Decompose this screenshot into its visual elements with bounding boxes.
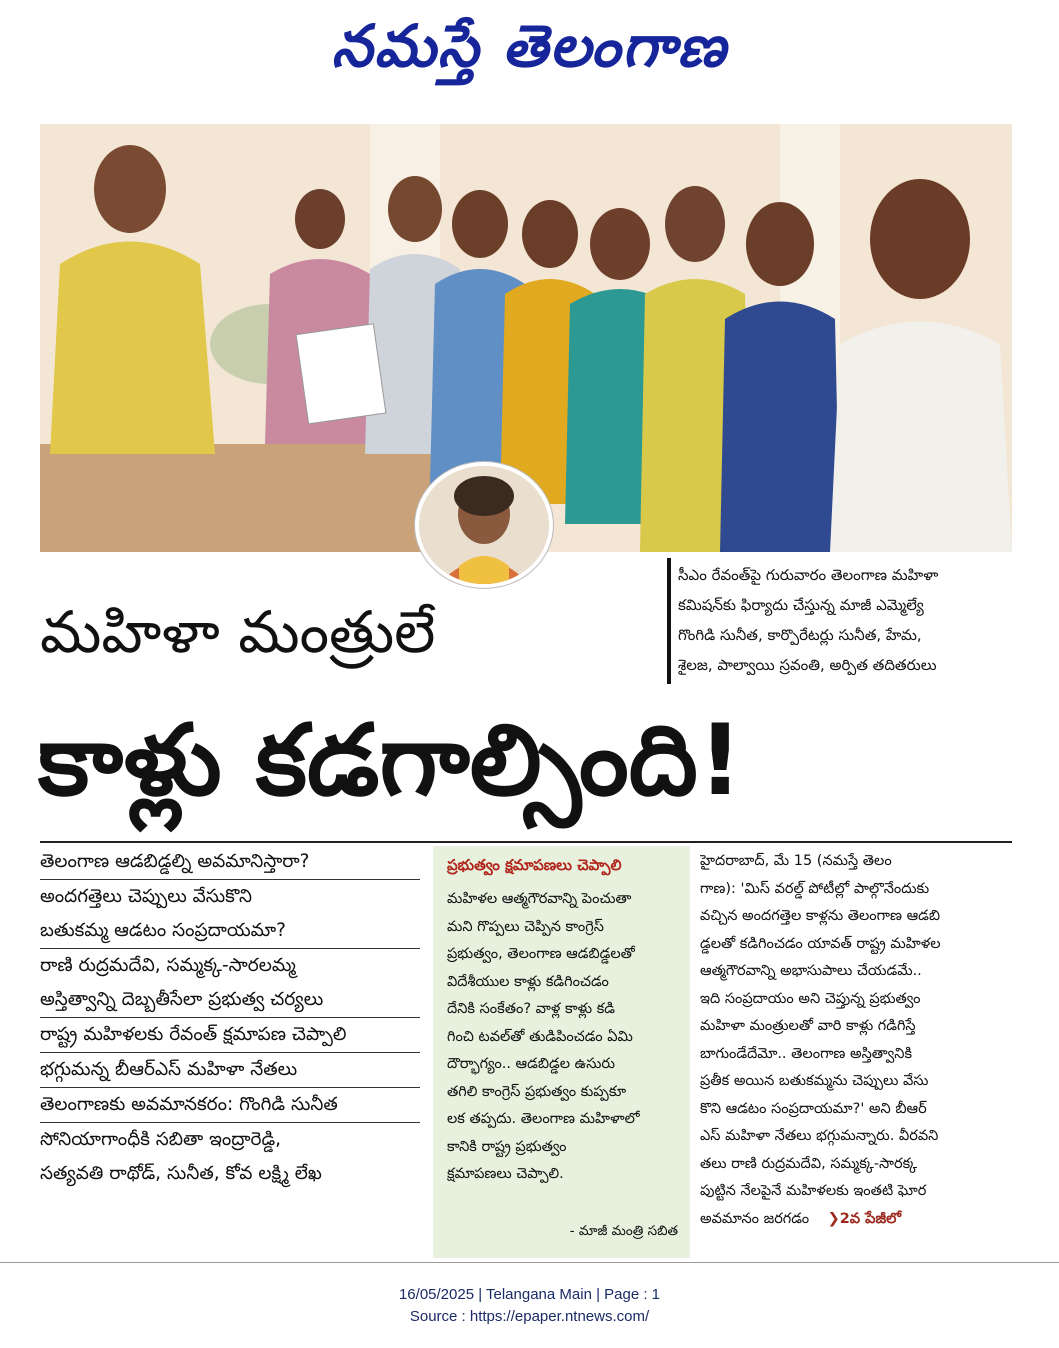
sidebox-line: లక తప్పదు. తెలంగాణ మహిళాలో: [447, 1111, 640, 1127]
sidebox-line: దౌర్భాగ్యం.. ఆడబిడ్డల ఉసురు: [447, 1056, 616, 1072]
article-body: [700, 848, 1015, 1233]
inset-portrait: [415, 462, 553, 588]
article-line: కొని ఆడటం సంప్రదాయమా?' అని బీఆర్: [700, 1100, 927, 1117]
article-line: తలు రాణి రుద్రమదేవి, సమ్మక్క-సారక్క: [700, 1155, 918, 1172]
caption-line: కమిషన్‌కు ఫిర్యాదు చేస్తున్న మాజీ ఎమ్మెల్యే: [678, 596, 924, 614]
sidebox-line: మహిళల ఆత్మగౌరవాన్ని పెంచుతా: [447, 891, 632, 907]
quote-sidebox: [433, 846, 690, 1258]
article-line: డ్డలతో కడిగించడం యావత్ రాష్ట్ర మహిళల: [700, 935, 941, 952]
sidebox-line: దేనికి సంకేతం? వాళ్ల కాళ్లు కడి: [447, 1001, 616, 1017]
caption-bar: [667, 558, 671, 684]
highlight-item: తెలంగాణకు అవమానకరం: గొంగిడి సునీత: [40, 1089, 420, 1123]
highlight-item: రాణి రుద్రమదేవి, సమ్మక్క-సారలమ్మ: [40, 955, 296, 976]
highlight-item: అందగత్తెలు చెప్పులు వేసుకొని: [40, 886, 252, 907]
article-line: పుట్టిన నేలపైనే మహిళలకు ఇంతటి ఘోర: [700, 1183, 927, 1199]
article-line: అవమానం జరగడం: [700, 1210, 810, 1227]
highlight-item: తెలంగాణ ఆడబిడ్డల్ని అవమానిస్తారా?: [40, 846, 420, 880]
page-footer: [0, 1284, 1059, 1328]
article-line: ప్రతీక అయిన బతుకమ్మను చెప్పులు వేసు: [700, 1073, 929, 1089]
caption-line: గొంగిడి సునీత, కార్పొరేటర్లు సునీత, హేమ,: [678, 626, 922, 644]
continued-arrow-icon: ❯: [827, 1210, 840, 1227]
highlight-item: అస్తిత్వాన్ని దెబ్బతీసేలా ప్రభుత్వ చర్యలు: [40, 984, 420, 1018]
article-line: హైదరాబాద్, మే 15 (నమస్తే తెలం: [700, 853, 892, 869]
highlight-item: సోనియాగాంధీకి సబితా ఇంద్రారెడ్డి,: [40, 1129, 282, 1150]
section-divider: [40, 841, 1012, 843]
highlight-item: సత్యవతి రాథోడ్, సునీత, కోవ లక్ష్మి లేఖ: [40, 1163, 322, 1184]
sidebox-title: ప్రభుత్వం క్షమాపణలు చెప్పాలి: [447, 856, 622, 874]
article-line: మహిళా మంత్రులతో వారి కాళ్లు గడిగిస్తే: [700, 1018, 916, 1034]
sidebox-signature: - మాజీ మంత్రి సబిత: [569, 1223, 678, 1239]
sidebox-line: ప్రభుత్వం, తెలంగాణ ఆడబిడ్డలతో: [447, 946, 635, 962]
footer-source-link[interactable]: Source : https://epaper.ntnews.com/: [409, 1308, 650, 1325]
portrait-illustration: [419, 466, 549, 584]
footer-divider: [0, 1262, 1059, 1263]
highlight-item: భగ్గుమన్న బీఆర్‌ఎస్ మహిళా నేతలు: [40, 1054, 420, 1088]
article-line: ఇది సంప్రదాయం అని చెప్తున్న ప్రభుత్వం: [700, 990, 921, 1007]
article-line: ఎస్ మహిళా నేతలు భగ్గుమన్నారు. వీరవని: [700, 1128, 939, 1144]
headline-line-2: కాళ్లు కడగాల్సింది!: [38, 704, 743, 818]
sidebox-line: గించి టవల్‌తో తుడిపించడం ఏమి: [447, 1028, 633, 1045]
sidebox-line: మని గొప్పలు చెప్పిన కాంగ్రెస్: [447, 918, 604, 935]
article-line: గాణ): 'మిస్ వరల్డ్ పోటీల్లో పాల్గొనేందుకు: [700, 880, 930, 897]
newspaper-masthead: నమస్తే తెలంగాణ: [331, 12, 728, 80]
highlights-column: [40, 846, 420, 1192]
article-last-line: [700, 1206, 1015, 1234]
article-line: వచ్చిన అందగత్తెల కాళ్లను తెలంగాణ ఆడబి: [700, 908, 941, 924]
article-line: ఆత్మగౌరవాన్ని అభాసుపాలు చేయడమే..: [700, 963, 922, 979]
article-line: బాగుండేదేమో.. తెలంగాణ అస్తిత్వానికి: [700, 1045, 913, 1062]
sidebox-line: క్షమాపణలు చెప్పాలి.: [447, 1166, 564, 1182]
caption-line: శైలజ, పాల్వాయి స్రవంతి, అర్పిత తదితరులు: [678, 656, 937, 674]
footer-edition-info: 16/05/2025 | Telangana Main | Page : 1: [398, 1286, 661, 1303]
sidebox-line: విదేశీయుల కాళ్లు కడిగించడం: [447, 973, 609, 990]
sidebox-line: తగిలి కాంగ్రెస్ ప్రభుత్వం కుప్పకూ: [447, 1083, 627, 1100]
highlight-item: బతుకమ్మ ఆడటం సంప్రదాయమా?: [40, 915, 420, 949]
highlight-item: రాష్ట్ర మహిళలకు రేవంత్ క్షమాపణ చెప్పాలి: [40, 1019, 420, 1053]
headline-line-1: మహిళా మంత్రులే: [40, 598, 436, 666]
photo-caption: [678, 560, 1013, 680]
caption-line: సీఎం రేవంత్‌పై గురువారం తెలంగాణ మహిళా: [678, 566, 939, 584]
continued-link[interactable]: 2వ పేజీలో: [839, 1210, 901, 1227]
sidebox-body: [433, 886, 690, 1189]
sidebox-line: కానికి రాష్ట్ర ప్రభుత్వం: [447, 1138, 567, 1155]
